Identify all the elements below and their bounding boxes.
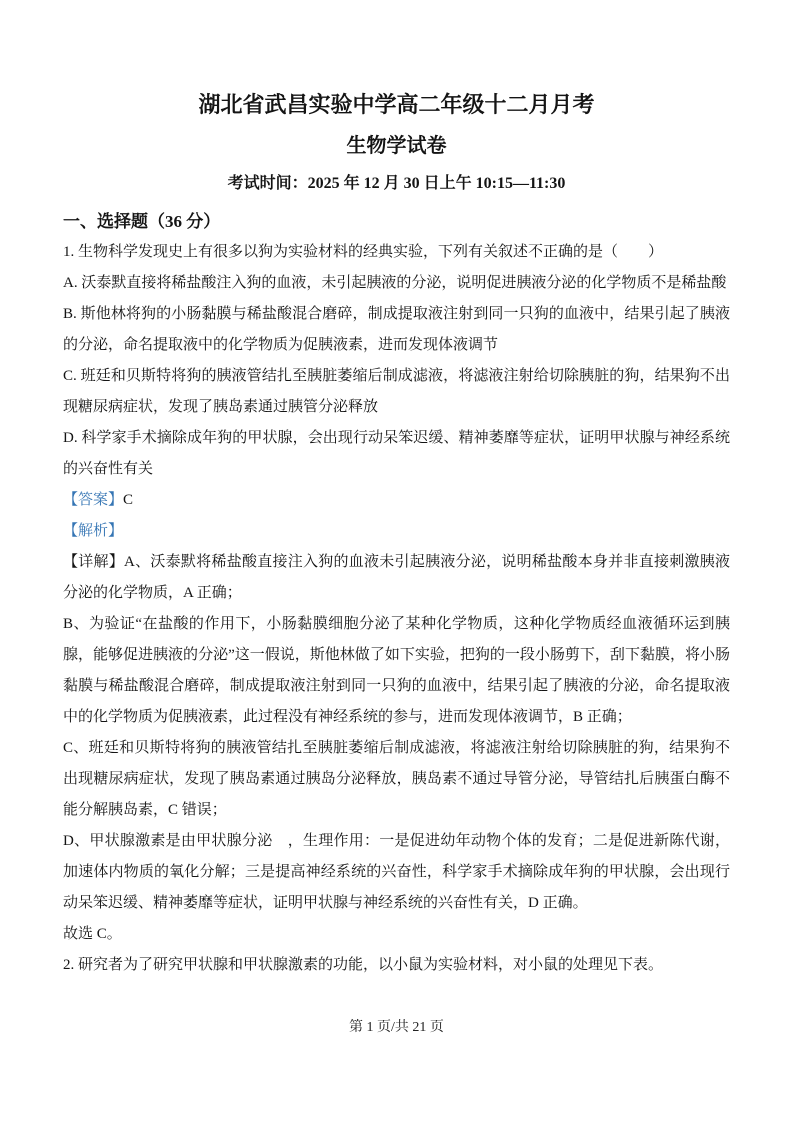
answer-value: C bbox=[123, 492, 134, 508]
exam-time: 考试时间：2025 年 12 月 30 日上午 10:15—11:30 bbox=[227, 175, 566, 192]
question-1-option-c: C. 班廷和贝斯特将狗的胰液管结扎至胰脏萎缩后制成滤液，将滤液注射给切除胰脏的狗，结果狗不出现糖尿病症状，发现了胰岛素通过胰管分泌释放 bbox=[63, 368, 730, 415]
answer-line bbox=[63, 485, 730, 516]
page-footer bbox=[0, 1016, 793, 1036]
detail-label: 【详解】 bbox=[63, 554, 125, 570]
detail-paragraph-a bbox=[63, 547, 730, 609]
conclusion-line: 故选 C。 bbox=[63, 926, 122, 942]
analysis-line bbox=[63, 516, 730, 547]
exam-subtitle: 生物学试卷 bbox=[346, 135, 447, 157]
document-header bbox=[63, 90, 730, 196]
detail-paragraph-d: D、甲状腺激素是由甲状腺分泌 ，生理作用：一是促进幼年动物个体的发育；二是促进新陈代谢，加速体内物质的氧化分解；三是提高神经系统的兴奋性，科学家手术摘除成年狗的甲状腺，会出现行动呆笨迟缓、精神萎靡等症状，证明甲状腺与神经系统的兴奋性有关，D 正确。 bbox=[63, 833, 730, 911]
section-heading: 一、选择题（36 分） bbox=[63, 212, 221, 231]
detail-paragraph-b: B、为验证“在盐酸的作用下，小肠黏膜细胞分泌了某种化学物质，这种化学物质经血液循环运到胰腺，能够促进胰液的分泌”这一假说，斯他林做了如下实验，把狗的一段小肠剪下，刮下黏膜，将小肠黏膜与稀盐酸混合磨碎，制成提取液注射到同一只狗的血液中，结果引起了胰液的分泌，命名提取液中的化学物质为促胰液素，此过程没有神经系统的参与，进而发现体液调节，B 正确； bbox=[63, 616, 730, 725]
question-1-stem: 1. 生物科学发现史上有很多以狗为实验材料的经典实验，下列有关叙述不正确的是（ ） bbox=[63, 244, 664, 260]
exam-body bbox=[63, 206, 730, 981]
exam-title: 湖北省武昌实验中学高二年级十二月月考 bbox=[198, 92, 595, 117]
detail-paragraph-c: C、班廷和贝斯特将狗的胰液管结扎至胰脏萎缩后制成滤液，将滤液注射给切除胰脏的狗，结果狗不出现糖尿病症状，发现了胰岛素通过胰岛分泌释放，胰岛素不通过导管分泌，导管结扎后胰蛋白酶不能分解胰岛素，C 错误； bbox=[63, 740, 730, 818]
question-2-stem: 2. 研究者为了研究甲状腺和甲状腺激素的功能，以小鼠为实验材料，对小鼠的处理见下表。 bbox=[63, 957, 664, 973]
question-1-option-d: D. 科学家手术摘除成年狗的甲状腺，会出现行动呆笨迟缓、精神萎靡等症状，证明甲状腺与神经系统的兴奋性有关 bbox=[63, 430, 730, 477]
detail-text-a: A、沃泰默将稀盐酸直接注入狗的血液未引起胰液分泌，说明稀盐酸本身并非直接刺激胰液分泌的化学物质，A 正确； bbox=[63, 554, 730, 601]
analysis-label: 【解析】 bbox=[63, 523, 124, 539]
page-number: 第 1 页/共 21 页 bbox=[349, 1020, 444, 1035]
answer-label: 【答案】 bbox=[63, 492, 124, 508]
question-1-option-b: B. 斯他林将狗的小肠黏膜与稀盐酸混合磨碎，制成提取液注射到同一只狗的血液中，结果引起了胰液的分泌，命名提取液中的化学物质为促胰液素，进而发现体液调节 bbox=[63, 306, 730, 353]
question-1-option-a: A. 沃泰默直接将稀盐酸注入狗的血液，未引起胰液的分泌，说明促进胰液分泌的化学物质不是稀盐酸 bbox=[63, 275, 727, 291]
